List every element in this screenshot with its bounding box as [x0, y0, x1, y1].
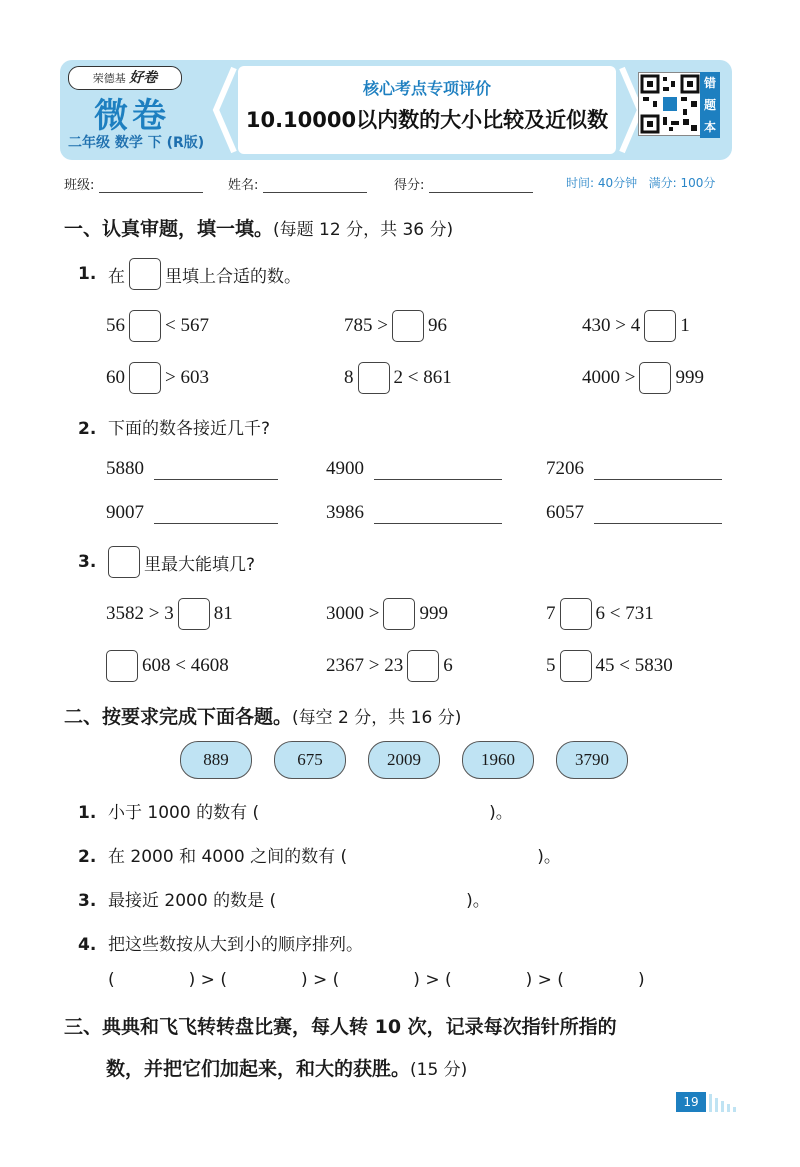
number-pill: 1960 [462, 741, 534, 779]
class-input-line[interactable] [99, 178, 203, 193]
q1-item: 8 2 < 861 [344, 362, 452, 394]
score-input-line[interactable] [429, 178, 533, 193]
example-box [129, 258, 161, 290]
answer-box[interactable] [407, 650, 439, 682]
class-label: 班级: [64, 178, 95, 193]
answer-box[interactable] [178, 598, 210, 630]
answer-box[interactable] [560, 598, 592, 630]
answer-blank[interactable] [374, 459, 502, 480]
answer-box[interactable] [639, 362, 671, 394]
answer-blank[interactable] [154, 459, 278, 480]
q3-item: 3582 > 3 81 [106, 598, 233, 630]
number-pill: 675 [274, 741, 346, 779]
s2-q2: 2. 在 2000 和 4000 之间的数有 ( )。 [78, 847, 561, 867]
class-field [64, 174, 203, 193]
q3-item: 7 6 < 731 [546, 598, 654, 630]
q3-item: 608 < 4608 [102, 650, 229, 682]
number-pill: 2009 [368, 741, 440, 779]
name-field [228, 174, 367, 193]
answer-blank[interactable] [374, 503, 502, 524]
chevron-left-icon [212, 66, 238, 154]
answer-blank[interactable] [594, 503, 722, 524]
full-score-label: 满分: 100分 [648, 176, 716, 190]
q2-item: 6057 [546, 502, 722, 524]
number-pill: 889 [180, 741, 252, 779]
answer-box[interactable] [106, 650, 138, 682]
q2-number: 2. [78, 419, 97, 439]
q1-prompt [78, 258, 301, 290]
time-label: 时间: 40分钟 [566, 176, 638, 190]
q1-post: 里填上合适的数。 [165, 266, 301, 287]
order-row: ( ) > ( ) > ( ) > ( ) > ( ) [108, 970, 645, 990]
score-label: 得分: [394, 178, 425, 193]
qr-side-label: 错 题 本 [700, 72, 720, 138]
q2-item: 5880 [106, 458, 278, 480]
answer-box[interactable] [383, 598, 415, 630]
brand-tag-accent: 好卷 [129, 70, 158, 86]
brand-title: 微卷 [94, 96, 170, 136]
s2-q1: 1. 小于 1000 的数有 ( )。 [78, 803, 513, 823]
score-field [394, 174, 533, 193]
subtitle: 核心考点专项评价 [362, 79, 491, 98]
qr-code-icon[interactable] [638, 72, 702, 136]
time-info [566, 174, 715, 191]
q1-item: 785 > 96 [344, 310, 447, 342]
brand-tag [68, 66, 182, 90]
q3-item: 5 45 < 5830 [546, 650, 673, 682]
section2-note: (每空 2 分，共 16 分) [292, 708, 462, 728]
q2-item: 4900 [326, 458, 502, 480]
section1-note: (每题 12 分，共 36 分) [273, 220, 454, 240]
answer-blank[interactable] [594, 459, 722, 480]
answer-blank[interactable] [154, 503, 278, 524]
name-input-line[interactable] [263, 178, 367, 193]
q3-post: 里最大能填几? [144, 554, 256, 575]
q3-item: 3000 > 999 [326, 598, 448, 630]
q2-prompt [78, 414, 270, 439]
answer-box[interactable] [560, 650, 592, 682]
answer-box[interactable] [392, 310, 424, 342]
q1-item: 430 > 4 1 [582, 310, 690, 342]
answer-box[interactable] [644, 310, 676, 342]
q3-number: 3. [78, 552, 97, 572]
page-bars-icon [708, 1092, 738, 1112]
q2-item: 9007 [106, 502, 278, 524]
name-label: 姓名: [228, 178, 259, 193]
q1-pre: 在 [108, 266, 125, 287]
q1-item: 60 > 603 [106, 362, 209, 394]
section1-title: 一、认真审题，填一填。(每题 12 分，共 36 分) [64, 218, 454, 240]
header-banner [60, 60, 732, 160]
s2-q4: 4. 把这些数按从大到小的顺序排列。 [78, 935, 363, 955]
q1-number: 1. [78, 264, 97, 284]
section3-note: (15 分) [410, 1060, 468, 1080]
s2-q3: 3. 最接近 2000 的数是 ( )。 [78, 891, 490, 911]
q3-prompt [78, 546, 255, 578]
section3-line2: 数，并把它们加起来，和大的获胜。(15 分) [106, 1058, 468, 1080]
answer-box[interactable] [129, 310, 161, 342]
number-pill: 3790 [556, 741, 628, 779]
q1-item: 56 < 567 [106, 310, 209, 342]
q2-item: 3986 [326, 502, 502, 524]
grade-label: 二年级 数学 下 (R版) [68, 135, 205, 151]
brand-tag-text: 荣德基 [92, 72, 126, 85]
q1-item: 4000 > 999 [582, 362, 704, 394]
q3-item: 2367 > 23 6 [326, 650, 453, 682]
main-title: 10.10000以内数的大小比较及近似数 [245, 108, 609, 132]
answer-box[interactable] [129, 362, 161, 394]
page-number: 19 [676, 1092, 706, 1112]
example-box [108, 546, 140, 578]
section2-title: 二、按要求完成下面各题。(每空 2 分，共 16 分) [64, 706, 462, 728]
section3-line1: 三、典典和飞飞转转盘比赛，每人转 10 次，记录每次指针所指的 [64, 1016, 617, 1038]
q2-text: 下面的数各接近几千? [108, 419, 271, 439]
q2-item: 7206 [546, 458, 722, 480]
answer-box[interactable] [358, 362, 390, 394]
